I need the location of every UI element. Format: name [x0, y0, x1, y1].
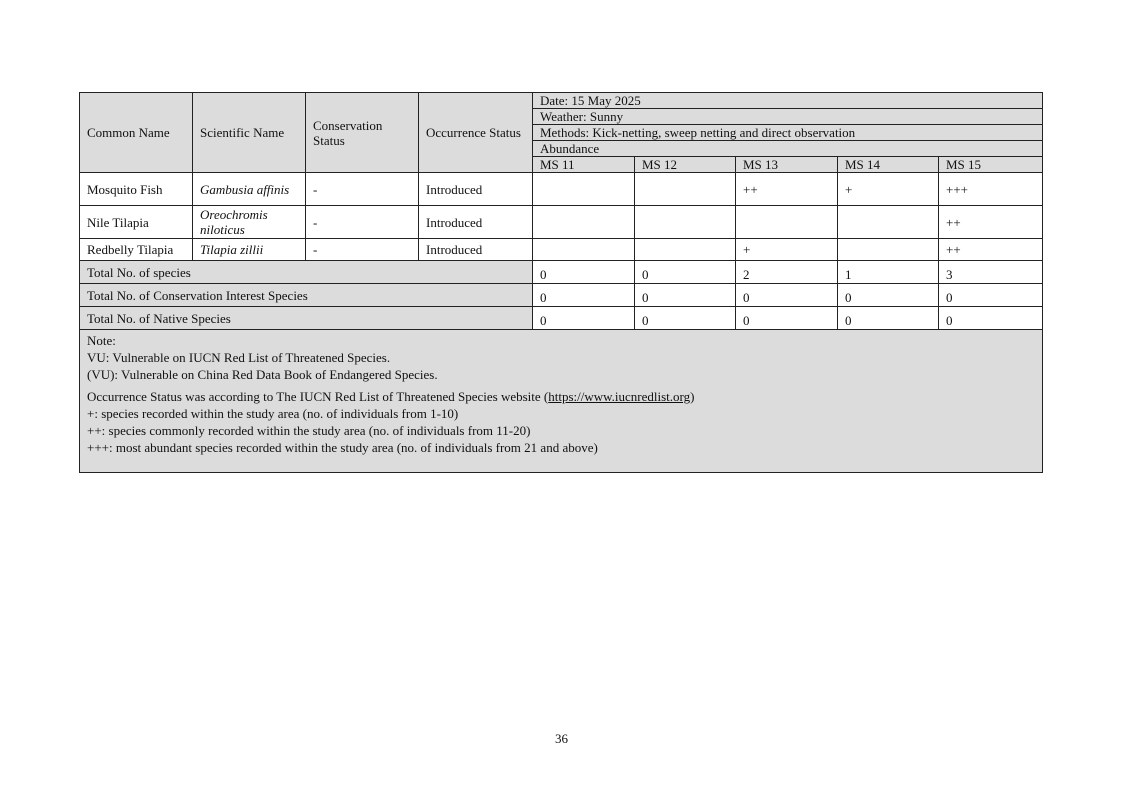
header-weather: Weather: Sunny	[533, 109, 1043, 125]
table-row	[80, 239, 1043, 261]
note-occurrence	[87, 388, 1035, 405]
note-plus2: ++: species commonly recorded within the study area (no. of individuals from 11-20)	[87, 423, 531, 438]
total-value: 0	[635, 307, 736, 330]
common-name-cell: Nile Tilapia	[80, 206, 193, 239]
header-conservation-status: Conservation Status	[306, 93, 419, 173]
total-label: Total No. of species	[80, 261, 533, 284]
note-plus1: +: species recorded within the study area (no. of individuals from 1-10)	[87, 406, 459, 421]
header-occurrence-status: Occurrence Status	[419, 93, 533, 173]
abundance-cell: ++	[736, 173, 838, 206]
occurrence-cell: Introduced	[419, 206, 533, 239]
total-label: Total No. of Conservation Interest Species	[80, 284, 533, 307]
total-value: 0	[635, 261, 736, 284]
note-vu: VU: Vulnerable on IUCN Red List of Threatened Species.	[87, 350, 391, 365]
table-row	[80, 206, 1043, 239]
header-site: MS 12	[635, 157, 736, 173]
abundance-cell: +	[838, 173, 939, 206]
iucn-link[interactable]: https://www.iucnredlist.org	[548, 389, 691, 404]
header-common-name: Common Name	[80, 93, 193, 173]
species-table	[79, 92, 1043, 473]
total-value: 0	[533, 261, 635, 284]
header-date: Date: 15 May 2025	[533, 93, 1043, 109]
abundance-cell: +++	[939, 173, 1043, 206]
abundance-cell	[635, 239, 736, 261]
header-abundance: Abundance	[533, 141, 1043, 157]
conservation-cell: -	[306, 173, 419, 206]
total-value: 0	[736, 284, 838, 307]
total-value: 0	[838, 307, 939, 330]
total-row	[80, 261, 1043, 284]
total-row	[80, 284, 1043, 307]
total-value: 0	[533, 307, 635, 330]
abundance-cell: +	[736, 239, 838, 261]
occurrence-cell: Introduced	[419, 239, 533, 261]
abundance-cell: ++	[939, 206, 1043, 239]
notes-cell	[80, 330, 1043, 473]
common-name-cell: Mosquito Fish	[80, 173, 193, 206]
header-site: MS 13	[736, 157, 838, 173]
note-title: Note:	[87, 333, 116, 348]
abundance-cell	[838, 239, 939, 261]
abundance-cell	[635, 206, 736, 239]
abundance-cell: ++	[939, 239, 1043, 261]
header-site: MS 11	[533, 157, 635, 173]
common-name-cell: Redbelly Tilapia	[80, 239, 193, 261]
total-value: 2	[736, 261, 838, 284]
scientific-name-cell: Oreochromis niloticus	[193, 206, 306, 239]
total-value: 0	[736, 307, 838, 330]
conservation-cell: -	[306, 206, 419, 239]
abundance-cell	[533, 206, 635, 239]
occurrence-cell: Introduced	[419, 173, 533, 206]
page-number: 36	[555, 731, 568, 746]
total-label: Total No. of Native Species	[80, 307, 533, 330]
note-occurrence-prefix: Occurrence Status was according to The IUCN Red List of Threatened Species website (	[87, 389, 549, 404]
total-value: 0	[635, 284, 736, 307]
scientific-name-cell: Gambusia affinis	[193, 173, 306, 206]
abundance-cell	[533, 239, 635, 261]
scientific-name-cell: Tilapia zillii	[193, 239, 306, 261]
total-value: 3	[939, 261, 1043, 284]
note-vu-china: (VU): Vulnerable on China Red Data Book of Endangered Species.	[87, 367, 438, 382]
total-value: 0	[939, 307, 1043, 330]
header-methods: Methods: Kick-netting, sweep netting and direct observation	[533, 125, 1043, 141]
table-row	[80, 173, 1043, 206]
note-plus3: +++: most abundant species recorded within the study area (no. of individuals from 21 and above)	[87, 440, 598, 455]
header-scientific-name: Scientific Name	[193, 93, 306, 173]
abundance-cell	[533, 173, 635, 206]
conservation-cell: -	[306, 239, 419, 261]
total-row	[80, 307, 1043, 330]
header-site: MS 14	[838, 157, 939, 173]
abundance-cell	[838, 206, 939, 239]
header-site: MS 15	[939, 157, 1043, 173]
total-value: 0	[838, 284, 939, 307]
total-value: 0	[533, 284, 635, 307]
note-occurrence-suffix: )	[690, 389, 695, 404]
total-value: 0	[939, 284, 1043, 307]
notes-row	[80, 330, 1043, 473]
total-value: 1	[838, 261, 939, 284]
abundance-cell	[736, 206, 838, 239]
abundance-cell	[635, 173, 736, 206]
